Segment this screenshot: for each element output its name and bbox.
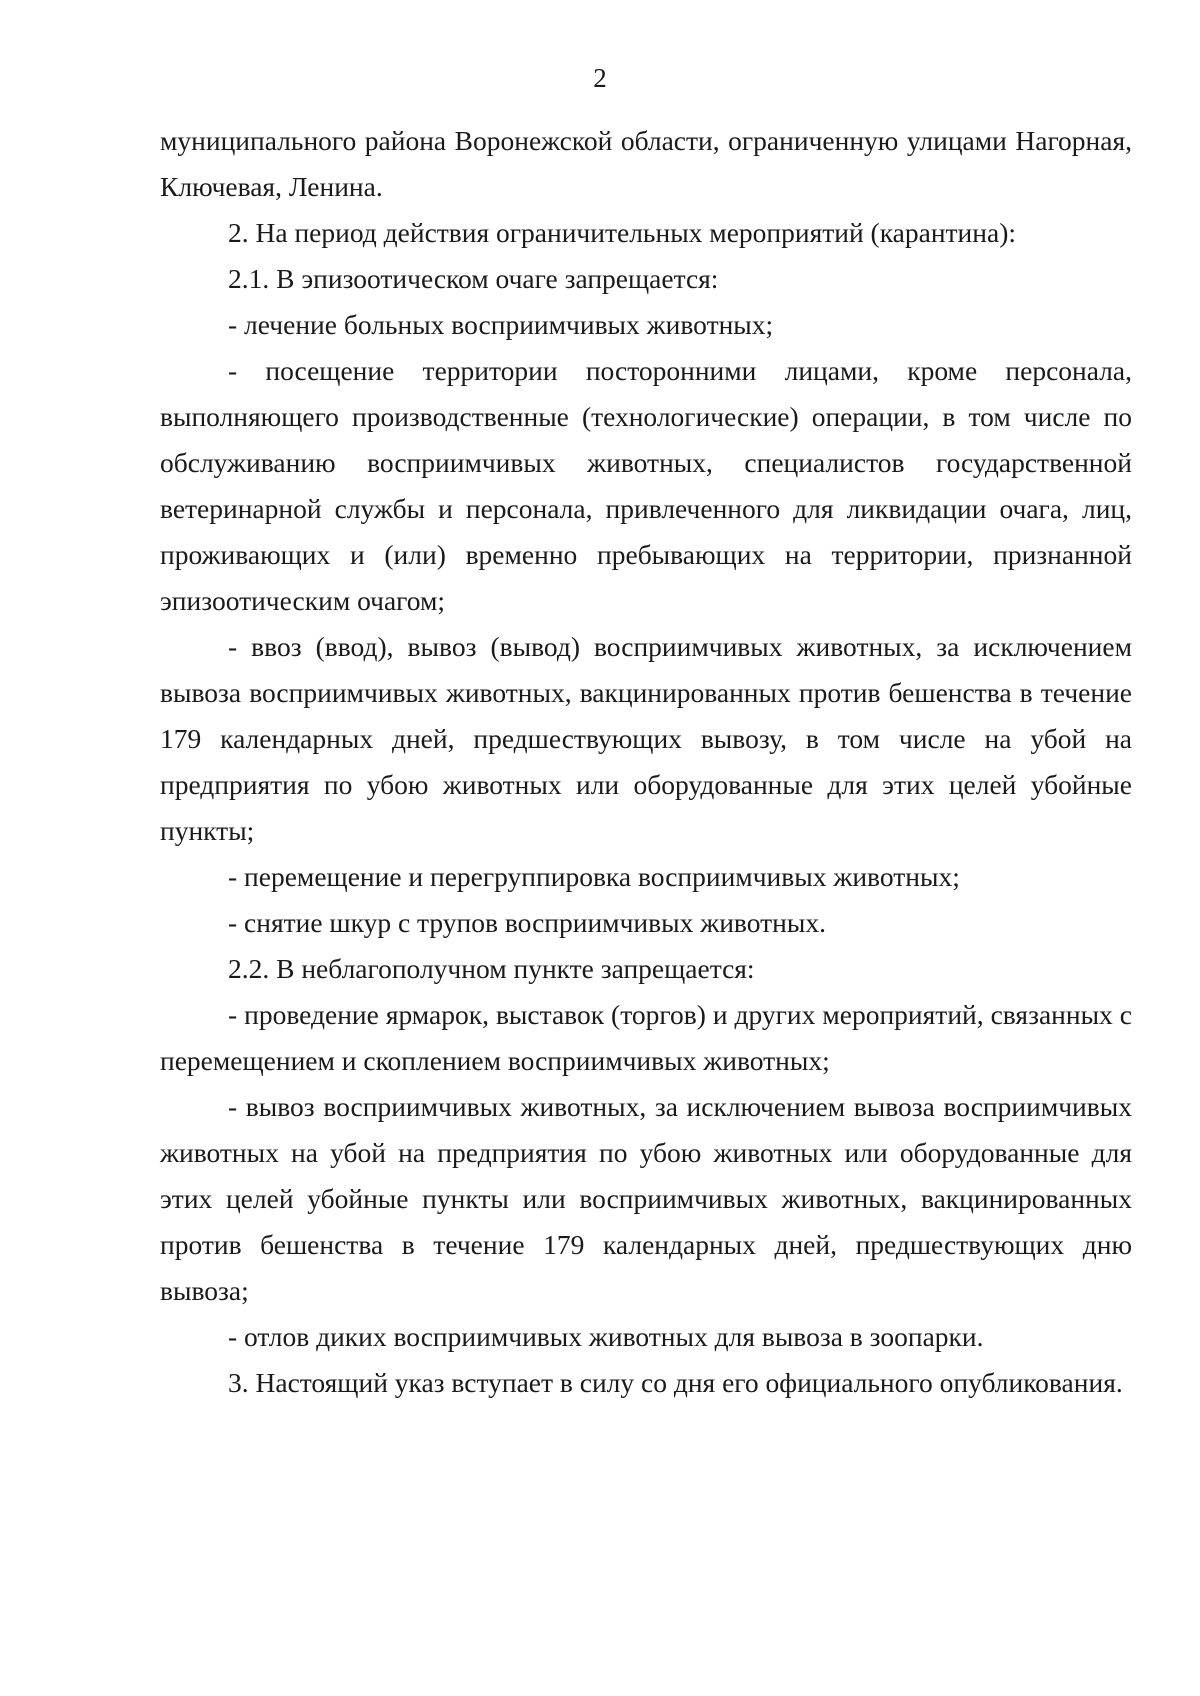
paragraph-continuation: муниципального района Воронежской области, ограниченную улицами Нагорная, Ключевая, Ленина. bbox=[160, 125, 1132, 202]
list-item-fairs: - проведение ярмарок, выставок (торгов) и других мероприятий, связанных с перемещением и скоплением восприимчивых животных; bbox=[160, 999, 1132, 1076]
list-item-import-export: - ввоз (ввод), вывоз (вывод) восприимчивых животных, за исключением вывоза восприимчивых животных, вакцинированных против бешенства в течение 179 календарных дней, предшествующих вывозу, в том числе на убой на предприятия по убою животных или оборудованные для этих целей убойные пункты; bbox=[160, 631, 1132, 846]
page-number: 2 bbox=[593, 63, 607, 93]
list-item-skinning: - снятие шкур с трупов восприимчивых животных. bbox=[228, 907, 826, 938]
paragraph-item-3: 3. Настоящий указ вступает в силу со дня его официального опубликования. bbox=[228, 1367, 1123, 1398]
list-item-capture: - отлов диких восприимчивых животных для вывоза в зоопарки. bbox=[228, 1321, 984, 1352]
list-item-visits: - посещение территории посторонними лицами, кроме персонала, выполняющего производственные (технологические) операции, в том числе по обслуживанию восприимчивых животных, специалистов государственной ветеринарной службы и персонала, привлеченного для ликвидации очага, лиц, проживающих и (или) временно пребывающих на территории, признанной эпизоотическим очагом; bbox=[160, 355, 1132, 616]
list-item-regrouping: - перемещение и перегруппировка восприимчивых животных; bbox=[228, 861, 960, 892]
list-item-export: - вывоз восприимчивых животных, за исключением вывоза восприимчивых животных на убой на предприятия по убою животных или оборудованные для этих целей убойные пункты или восприимчивых животных, вакцинированных против бешенства в течение 179 календарных дней, предшествующих дню вывоза; bbox=[160, 1091, 1132, 1306]
list-item-treatment: - лечение больных восприимчивых животных; bbox=[228, 309, 774, 340]
paragraph-item-2-1: 2.1. В эпизоотическом очаге запрещается: bbox=[228, 263, 719, 294]
paragraph-item-2: 2. На период действия ограничительных мероприятий (карантина): bbox=[228, 217, 1016, 248]
paragraph-item-2-2: 2.2. В неблагополучном пункте запрещается: bbox=[228, 953, 755, 984]
document-body bbox=[160, 118, 1132, 1406]
